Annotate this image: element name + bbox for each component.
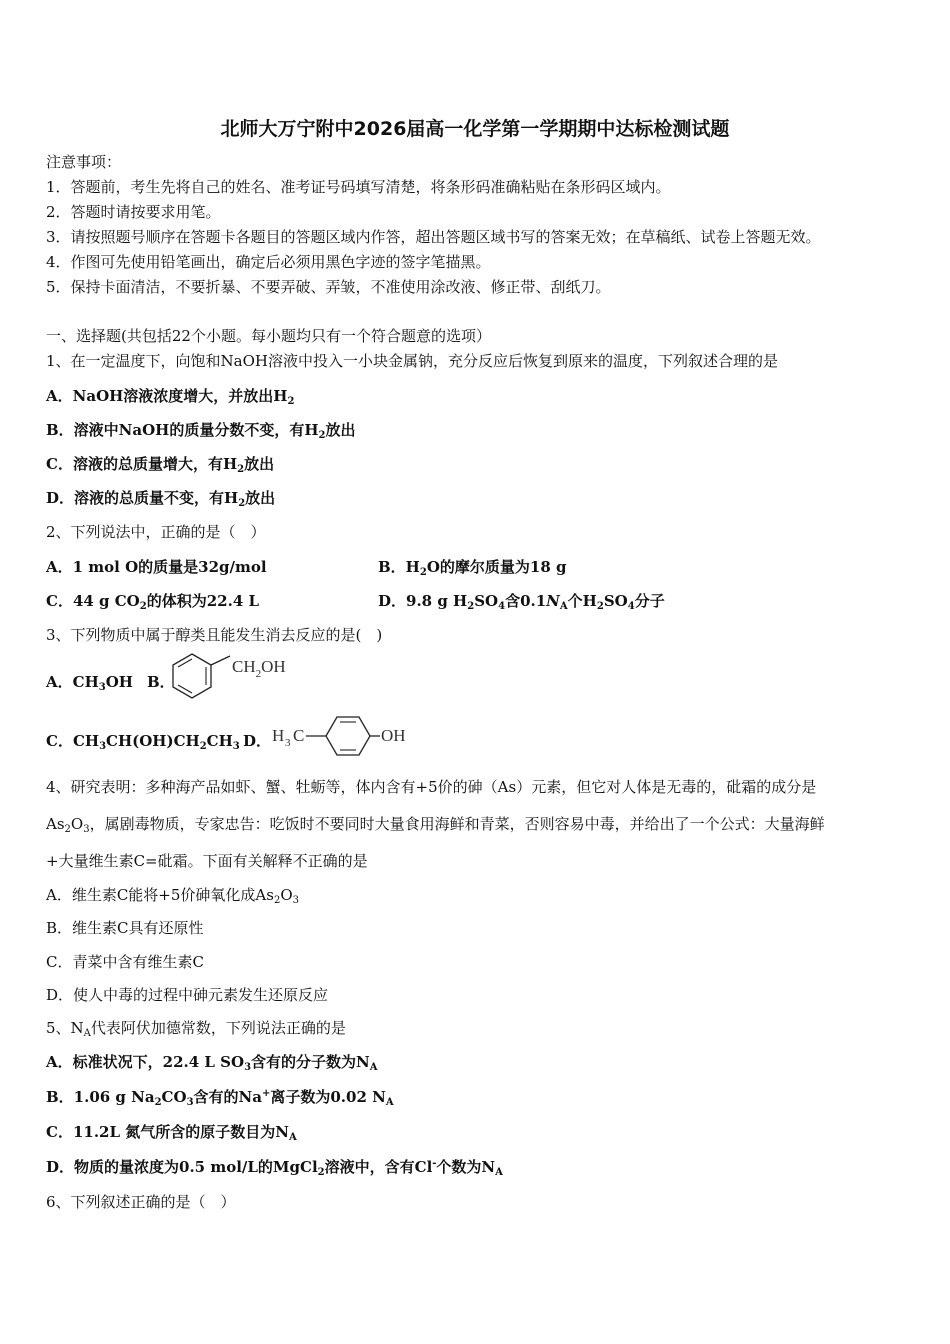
q6-stem: 6、下列叙述正确的是（ ）: [46, 1193, 236, 1211]
benzyl-alcohol-structure: [170, 650, 310, 702]
struct-oh: OH: [381, 726, 406, 745]
q2-option-c: C．44 g $CO_2$的体积为22.4 L: [46, 592, 260, 612]
struct-ch-text: CH: [232, 657, 256, 676]
q4-stem-line1: 4、研究表明：多种海产品如虾、蟹、牡蛎等，体内含有+5价的砷（As）元素，但它对人体是无毒的，砒霜的成分是: [46, 778, 817, 796]
q5-stem: 5、$N_A$代表阿伏加德常数，下列说法正确的是: [46, 1019, 346, 1039]
struct-c: C: [293, 726, 305, 745]
notice-item: 4．作图可先使用铅笔画出，确定后必须用黑色字迹的签字笔描黑。: [46, 253, 491, 271]
page-title: 北师大万宁附中2026届高一化学第一学期期中达标检测试题: [220, 118, 730, 140]
q5-option-b: B．1.06 g $Na_2CO_3$含有的Na+离子数为0.02 $N_A$: [46, 1088, 394, 1108]
q2-stem: 2、下列说法中，正确的是（ ）: [46, 523, 266, 541]
q2-option-b: B．$H_2O$的摩尔质量为18 g: [378, 558, 567, 578]
q4-option-d: D．使人中毒的过程中砷元素发生还原反应: [46, 986, 329, 1004]
q4-stem-line2: $As_2O_3$，属剧毒物质，专家忠告：吃饭时不要同时大量食用海鲜和青菜，否则容易中毒，并给出了一个公式：大量海鲜: [46, 815, 825, 835]
q5-option-a: A．标准状况下，22.4 L $SO_3$含有的分子数为$N_A$: [46, 1053, 378, 1073]
notice-item: 1．答题前，考生先将自己的姓名、准考证号码填写清楚，将条形码准确粘贴在条形码区域内。: [46, 178, 671, 196]
notice-heading: 注意事项：: [46, 153, 122, 171]
p-cresol-structure: [268, 712, 418, 758]
q4-option-a: A．维生素C能将+5价砷氧化成$As_2O_3$: [46, 886, 300, 906]
q4-option-c: C．青菜中含有维生素C: [46, 953, 204, 971]
q1-option-d: D．溶液的总质量不变，有$H_2$放出: [46, 489, 276, 509]
q3-stem: 3、下列物质中属于醇类且能发生消去反应的是( ): [46, 626, 383, 644]
struct-oh-text: OH: [261, 657, 286, 676]
q1-option-b: B．溶液中NaOH的质量分数不变，有$H_2$放出: [46, 421, 356, 441]
q1-option-c: C．溶液的总质量增大，有$H_2$放出: [46, 455, 275, 475]
struct-ch-sub: 2: [255, 668, 262, 680]
section-heading: 一、选择题(共包括22个小题。每小题均只有一个符合题意的选项）: [46, 327, 491, 345]
struct-h: H: [272, 726, 285, 745]
q3-option-d-label: D．: [243, 732, 272, 750]
struct-h-sub: 3: [285, 737, 291, 749]
q4-option-b: B．维生素C具有还原性: [46, 919, 204, 937]
q2-option-d: D．9.8 g $H_2SO_4$含$0.1N_A$个$H_2SO_4$分子: [378, 592, 665, 612]
q1-stem: 1、在一定温度下，向饱和NaOH溶液中投入一小块金属钠，充分反应后恢复到原来的温度，下列叙述合理的是: [46, 352, 778, 370]
q5-option-d: D．物质的量浓度为0.5 mol/L的MgCl$_2$溶液中，含有Cl-个数为$N_A$: [46, 1158, 503, 1178]
q3-option-a: A．$CH_3OH$: [46, 673, 133, 693]
q1-option-a: A．NaOH溶液浓度增大，并放出$H_2$: [46, 387, 295, 407]
svg-text:CH2OH: [232, 657, 286, 680]
notice-item: 3．请按照题号顺序在答题卡各题目的答题区域内作答，超出答题区域书写的答案无效；在草稿纸、试卷上答题无效。: [46, 228, 821, 246]
q5-option-c: C．11.2L 氮气所含的原子数目为$N_A$: [46, 1123, 297, 1143]
q3-option-b-label: B．: [147, 673, 175, 691]
notice-item: 5．保持卡面清洁，不要折暴、不要弄破、弄皱，不准使用涂改液、修正带、刮纸刀。: [46, 278, 611, 296]
q2-option-a: A．1 mol O的质量是32g/mol: [46, 558, 267, 576]
notice-item: 2．答题时请按要求用笔。: [46, 203, 221, 221]
q4-stem-line3: +大量维生素C=砒霜。下面有关解释不正确的是: [46, 852, 368, 870]
q3-option-c: C．$CH_3CH(OH)CH_2CH_3$: [46, 732, 240, 752]
